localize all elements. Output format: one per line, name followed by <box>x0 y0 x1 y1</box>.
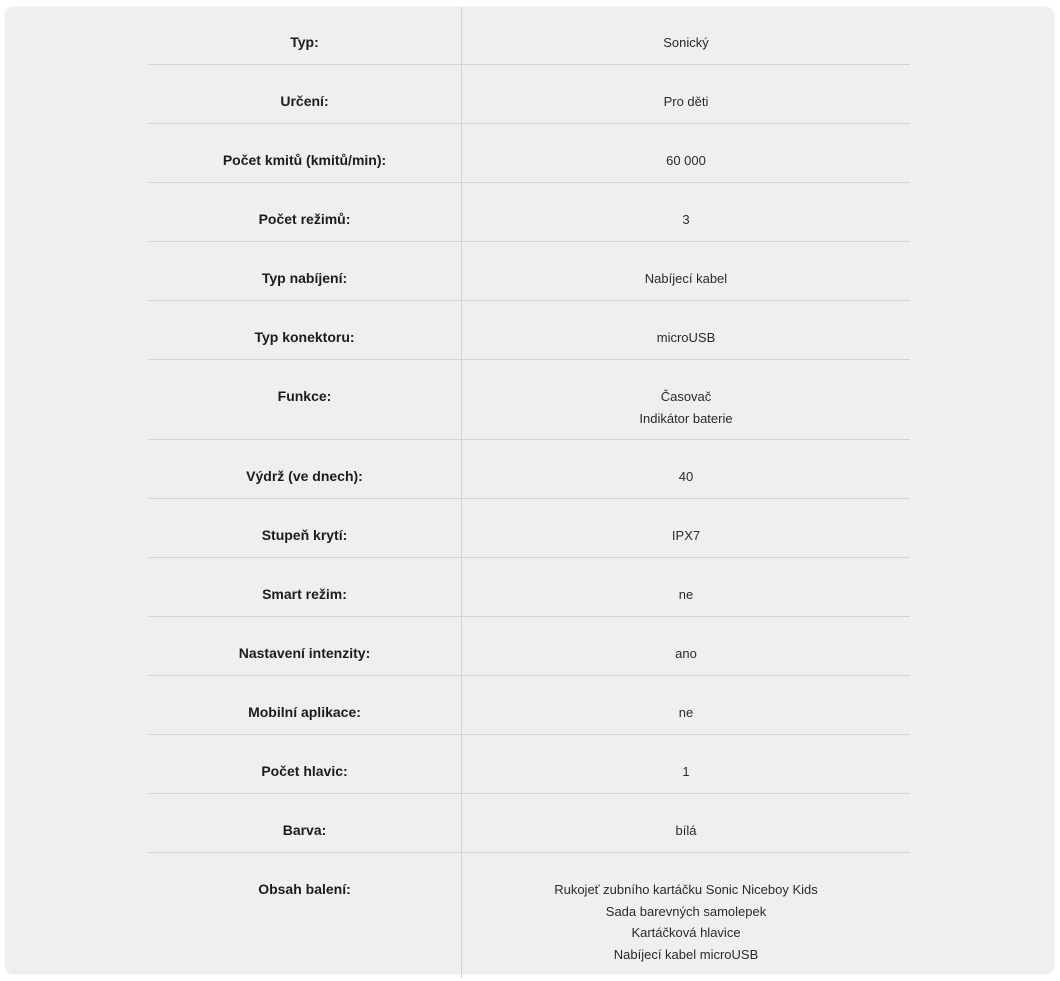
spec-panel <box>5 7 1054 974</box>
spec-value-line: ano <box>675 646 697 661</box>
spec-row <box>148 853 910 979</box>
spec-value-line: ne <box>678 587 694 602</box>
spec-row <box>148 360 910 440</box>
spec-value-line: IPX7 <box>671 528 701 543</box>
spec-value-line: Sada barevných samolepek <box>605 903 767 919</box>
spec-value-line: microUSB <box>656 330 716 345</box>
spec-label: Barva: <box>148 794 462 853</box>
spec-row <box>148 735 910 794</box>
spec-value-line: Nabíjecí kabel <box>644 271 728 286</box>
spec-row <box>148 440 910 499</box>
spec-value <box>462 242 911 301</box>
spec-value <box>462 124 911 183</box>
spec-value <box>462 794 911 853</box>
spec-value-line: 60 000 <box>666 153 706 168</box>
spec-label: Stupeň krytí: <box>148 499 462 558</box>
spec-table <box>148 7 910 978</box>
spec-value-line: Nabíjecí kabel microUSB <box>613 946 759 962</box>
spec-value-line: Časovač <box>660 389 712 404</box>
spec-label: Typ nabíjení: <box>148 242 462 301</box>
spec-row <box>148 794 910 853</box>
spec-value-line: Sonický <box>663 35 709 50</box>
spec-value <box>462 558 911 617</box>
spec-value <box>462 360 911 440</box>
spec-value <box>462 301 911 360</box>
spec-value-line: ne <box>678 705 694 720</box>
spec-label: Mobilní aplikace: <box>148 676 462 735</box>
spec-row <box>148 558 910 617</box>
spec-label: Typ konektoru: <box>148 301 462 360</box>
spec-value-line: Kartáčková hlavice <box>631 925 741 940</box>
spec-value <box>462 440 911 499</box>
spec-value <box>462 65 911 124</box>
spec-value-line: Indikátor baterie <box>639 410 733 426</box>
spec-value <box>462 7 911 65</box>
spec-value-line: 3 <box>682 212 690 227</box>
spec-row <box>148 676 910 735</box>
spec-value <box>462 183 911 242</box>
spec-row <box>148 242 910 301</box>
spec-label: Typ: <box>148 7 462 65</box>
spec-label: Smart režim: <box>148 558 462 617</box>
spec-row <box>148 499 910 558</box>
spec-row <box>148 124 910 183</box>
spec-value-line: 40 <box>678 469 694 484</box>
spec-row <box>148 65 910 124</box>
spec-value <box>462 735 911 794</box>
spec-label: Určení: <box>148 65 462 124</box>
spec-label: Funkce: <box>148 360 462 440</box>
spec-row <box>148 301 910 360</box>
spec-value <box>462 499 911 558</box>
spec-label: Výdrž (ve dnech): <box>148 440 462 499</box>
spec-label: Nastavení intenzity: <box>148 617 462 676</box>
spec-value-line: Pro děti <box>663 94 709 109</box>
spec-value-line: 1 <box>682 764 690 779</box>
spec-value <box>462 676 911 735</box>
spec-label: Obsah balení: <box>148 853 462 979</box>
spec-label: Počet kmitů (kmitů/min): <box>148 124 462 183</box>
spec-value <box>462 853 911 979</box>
spec-label: Počet režimů: <box>148 183 462 242</box>
spec-value-line: bílá <box>675 823 697 838</box>
spec-value-line: Rukojeť zubního kartáčku Sonic Niceboy Kids <box>554 882 818 897</box>
spec-row <box>148 7 910 65</box>
spec-label: Počet hlavic: <box>148 735 462 794</box>
spec-table-body <box>148 7 910 978</box>
spec-row <box>148 183 910 242</box>
spec-value <box>462 617 911 676</box>
spec-row <box>148 617 910 676</box>
